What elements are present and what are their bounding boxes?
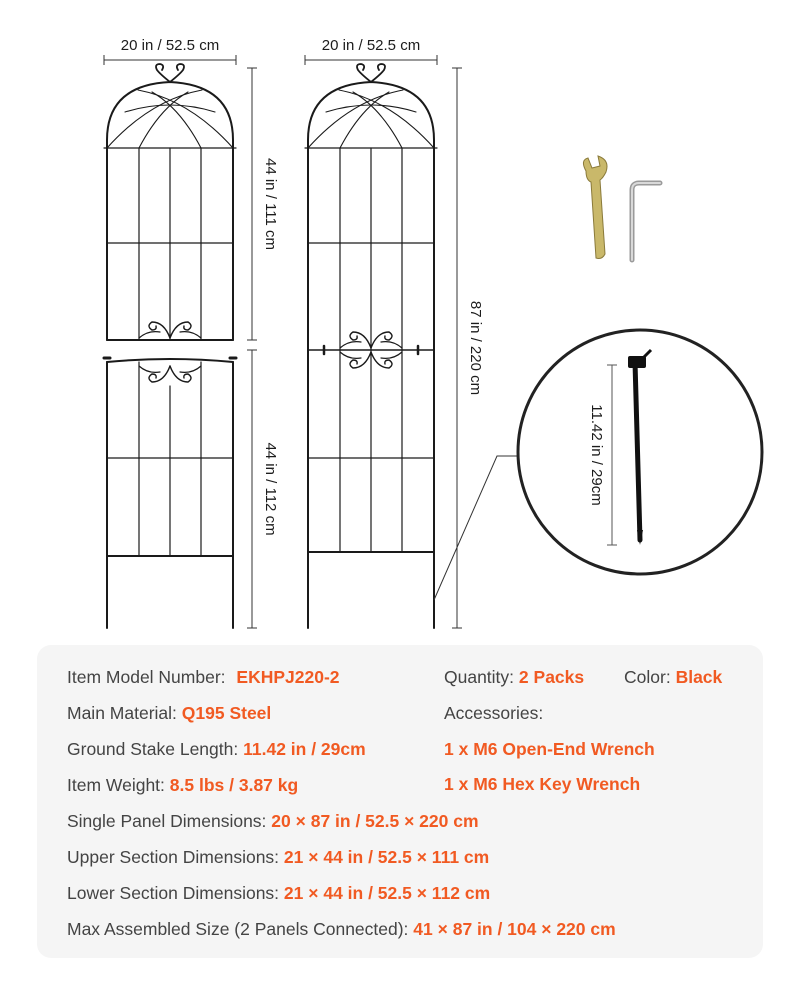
quantity-value: 2 Packs (518, 667, 585, 687)
stake-length-label: 11.42 in / 29cm (588, 404, 605, 506)
lower-section-row (67, 883, 490, 903)
hex-key-icon (632, 183, 660, 260)
accessory-2-value: 1 x M6 Hex Key Wrench (444, 774, 641, 794)
material-label: Main Material: (67, 703, 177, 723)
model-row (67, 667, 340, 687)
separated-panel-drawing (104, 64, 236, 628)
single-panel-label: Single Panel Dimensions: (67, 811, 267, 831)
weight-value: 8.5 lbs / 3.87 kg (169, 775, 299, 795)
lower-height-label: 44 in / 112 cm (262, 442, 279, 536)
upper-section-value: 21 × 44 in / 52.5 × 111 cm (283, 847, 490, 867)
assembled-panel-drawing (305, 64, 437, 628)
color-label: Color: (624, 667, 671, 687)
accessory-1-value: 1 x M6 Open-End Wrench (444, 739, 655, 759)
quantity-row (444, 667, 584, 687)
panel-width-label: 20 in / 52.5 cm (120, 37, 220, 54)
upper-section-row (67, 847, 489, 867)
accessories-row (444, 703, 543, 723)
upper-section-label: Upper Section Dimensions: (67, 847, 280, 867)
total-height-label: 87 in / 220 cm (467, 300, 484, 396)
upper-height-label: 44 in / 111 cm (262, 158, 279, 250)
material-row (67, 703, 271, 723)
accessories-label: Accessories: (444, 703, 544, 723)
panel-width-label-2: 20 in / 52.5 cm (321, 37, 421, 54)
accessory-1-row (444, 739, 655, 759)
max-assembled-row (67, 919, 616, 939)
color-row (624, 667, 722, 687)
dimension-lines (104, 55, 462, 628)
max-assembled-value: 41 × 87 in / 104 × 220 cm (413, 919, 616, 939)
lower-section-label: Lower Section Dimensions: (67, 883, 280, 903)
stake-label: Ground Stake Length: (67, 739, 239, 759)
material-value: Q195 Steel (181, 703, 272, 723)
single-panel-value: 20 × 87 in / 52.5 × 220 cm (271, 811, 479, 831)
single-panel-row (67, 811, 479, 831)
stake-value: 11.42 in / 29cm (243, 739, 366, 759)
specifications-card (37, 645, 763, 958)
max-assembled-label: Max Assembled Size (2 Panels Connected): (67, 919, 409, 939)
weight-row (67, 775, 298, 795)
model-label: Item Model Number: (67, 667, 226, 687)
open-end-wrench-icon (583, 156, 607, 259)
stake-row (67, 739, 366, 759)
model-value: EKHPJ220-2 (236, 667, 340, 687)
lower-section-value: 21 × 44 in / 52.5 × 112 cm (283, 883, 491, 903)
color-value: Black (675, 667, 723, 687)
quantity-label: Quantity: (444, 667, 515, 687)
weight-label: Item Weight: (67, 775, 165, 795)
accessory-2-row (444, 774, 640, 794)
